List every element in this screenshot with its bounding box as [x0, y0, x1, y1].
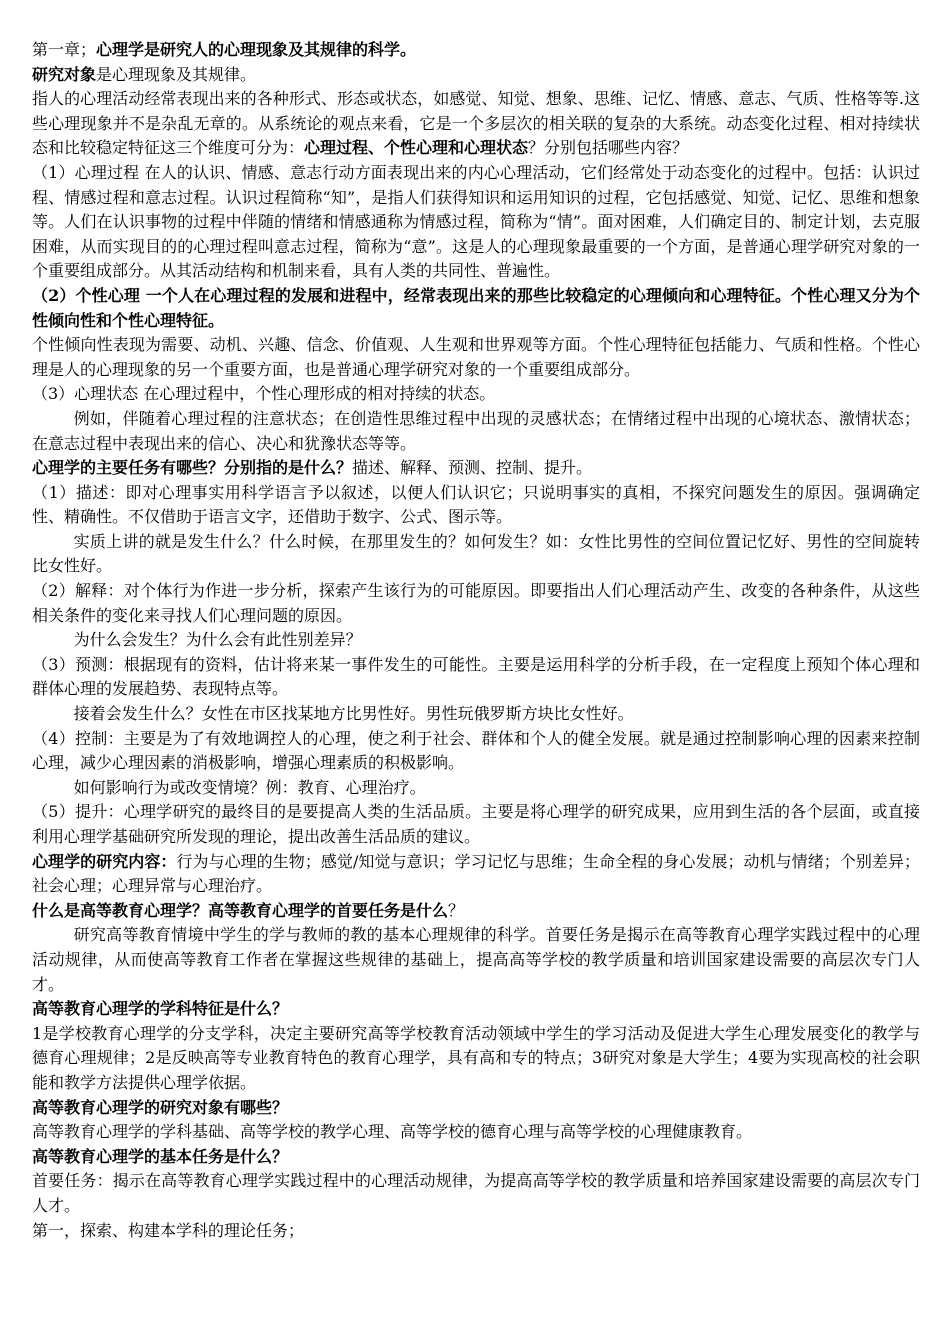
paragraph: （4）控制：主要是为了有效地调控人的心理，使之利于社会、群体和个人的健全发展。就是通过控制影响心理的因素来控制心理，减少心理因素的消极影响，增强心理素质的积极影响。	[32, 728, 920, 773]
paragraph: （5）提升：心理学研究的最终目的是要提高人类的生活品质。主要是将心理学的研究成果，应用到生活的各个层面，或直接利用心理学基础研究所发现的理论，提出改善生活品质的建议。	[32, 802, 920, 846]
paragraph: 如何影响行为或改变情境？例：教育、心理治疗。	[73, 777, 426, 797]
paragraph: 1是学校教育心理学的分支学科，决定主要研究高等学校教育活动领域中学生的学习活动及促进大学生心理发展变化的教学与德育心理规律；2是反映高等专业教育特色的教育心理学，具有高和专的特点；3研究对象是大学生；4要为实现高校的社会职能和教学方法提供心理学依据。	[32, 1023, 920, 1092]
paragraph: 高等教育心理学的学科基础、高等学校的教学心理、高等学校的德育心理与高等学校的心理健康教育。	[32, 1122, 753, 1142]
term-label: 心理学的研究内容：	[32, 851, 177, 871]
paragraph: 指人的心理活动经常表现出来的各种形式、形态或状态，如感觉、知觉、想象、思维、记忆、情感、意志、气质、性格等等.这些心理现象并不是杂乱无章的。从系统论的观点来看，它是一个多层次的相关联的复杂的大系统。动态变化过程、相对持续状态和比较稳定特征这三个维度可分为：心理过程、个性心理和心理状态？分别包括哪些内容？	[32, 89, 920, 158]
paragraph: （3）心理状态 在心理过程中，个性心理形成的相对持续的状态。	[32, 384, 496, 404]
section-question: 什么是高等教育心理学？高等教育心理学的首要任务是什么？	[32, 900, 465, 920]
bold-paragraph: （2）个性心理 一个人在心理过程的发展和进程中，经常表现出来的那些比较稳定的心理倾向和心理特征。个性心理又分为个性倾向性和个性心理特征。	[32, 285, 920, 330]
paragraph: 个性倾向性表现为需要、动机、兴趣、信念、价值观、人生观和世界观等方面。个性心理特征包括能力、气质和性格。个性心理是人的心理现象的另一个重要方面，也是普通心理学研究对象的一个重要组成部分。	[32, 335, 920, 379]
paragraph: （1）心理过程 在人的认识、情感、意志行动方面表现出来的内心心理活动，它们经常处于动态变化的过程中。包括：认识过程、情感过程和意志过程。认识过程简称“知”，是指人们获得知识和运用知识的过程，它包括感觉、知觉、记忆、思维和想象等。人们在认识事物的过程中伴随的情绪和情感通称为情感过程，简称为“情”。面对困难，人们确定目的、制定计划，去克服困难，从而实现目的的心理过程叫意志过程，简称为“意”。这是人的心理现象最重要的一个方面，是普通心理学研究对象的一个重要组成部分。从其活动结构和机制来看，具有人类的共同性、普遍性。	[32, 162, 920, 281]
paragraph: 为什么会发生？为什么会有此性别差异？	[73, 630, 362, 650]
term-label: 心理过程、个性心理和心理状态	[304, 138, 529, 158]
section-question: 高等教育心理学的学科特征是什么？	[32, 999, 289, 1019]
paragraph: 研究对象是心理现象及其规律。	[32, 64, 257, 84]
paragraph: （2）解释：对个体行为作进一步分析，探索产生该行为的可能原因。即要指出人们心理活动产生、改变的各种条件，从这些相关条件的变化来寻找人们心理问题的原因。	[32, 581, 920, 625]
paragraph: 首要任务：揭示在高等教育心理学实践过程中的心理活动规律，为提高高等学校的教学质量和培养国家建设需要的高层次专门人才。	[32, 1171, 920, 1215]
chapter-heading: 第一章；心理学是研究人的心理现象及其规律的科学。	[32, 40, 417, 59]
paragraph: （3）预测：根据现有的资料，估计将来某一事件发生的可能性。主要是运用科学的分析手段，在一定程度上预知个体心理和群体心理的发展趋势、表现特点等。	[32, 654, 920, 699]
paragraph: 心理学的研究内容：行为与心理的生物；感觉/知觉与意识；学习记忆与思维；生命全程的身心发展；动机与情绪；个别差异；社会心理；心理异常与心理治疗。	[32, 851, 920, 896]
paragraph: 接着会发生什么？女性在市区找某地方比男性好。男性玩俄罗斯方块比女性好。	[73, 704, 634, 724]
section-question: 高等教育心理学的基本任务是什么？	[32, 1146, 289, 1166]
chapter-title: 心理学是研究人的心理现象及其规律的科学。	[96, 40, 417, 59]
document-body	[32, 38, 920, 1243]
paragraph: 例如，伴随着心理过程的注意状态；在创造性思维过程中出现的灵感状态；在情绪过程中出现的心境状态、激情状态；在意志过程中表现出来的信心、决心和犹豫状态等等。	[32, 408, 920, 453]
paragraph: 研究高等教育情境中学生的学与教师的教的基本心理规律的科学。首要任务是揭示在高等教育心理学实践过程中的心理活动规律，从而使高等教育工作者在掌握这些规律的基础上，提高高等学校的教学质量和培训国家建设需要的高层次专门人才。	[32, 925, 920, 994]
paragraph: 第一，探索、构建本学科的理论任务；	[32, 1220, 305, 1240]
term-label: 研究对象	[32, 64, 97, 84]
paragraph: （1）描述：即对心理事实用科学语言予以叙述，以便人们认识它；只说明事实的真相，不探究问题发生的原因。强调确定性、精确性。不仅借助于语言文字，还借助于数字、公式、图示等。	[32, 482, 920, 527]
section-question: 高等教育心理学的研究对象有哪些？	[32, 1097, 289, 1117]
section-question: 心理学的主要任务有哪些？分别指的是什么？描述、解释、预测、控制、提升。	[32, 458, 593, 478]
paragraph: 实质上讲的就是发生什么？什么时候，在那里发生的？如何发生？如：女性比男性的空间位置记忆好、男性的空间旋转比女性好。	[32, 531, 920, 576]
